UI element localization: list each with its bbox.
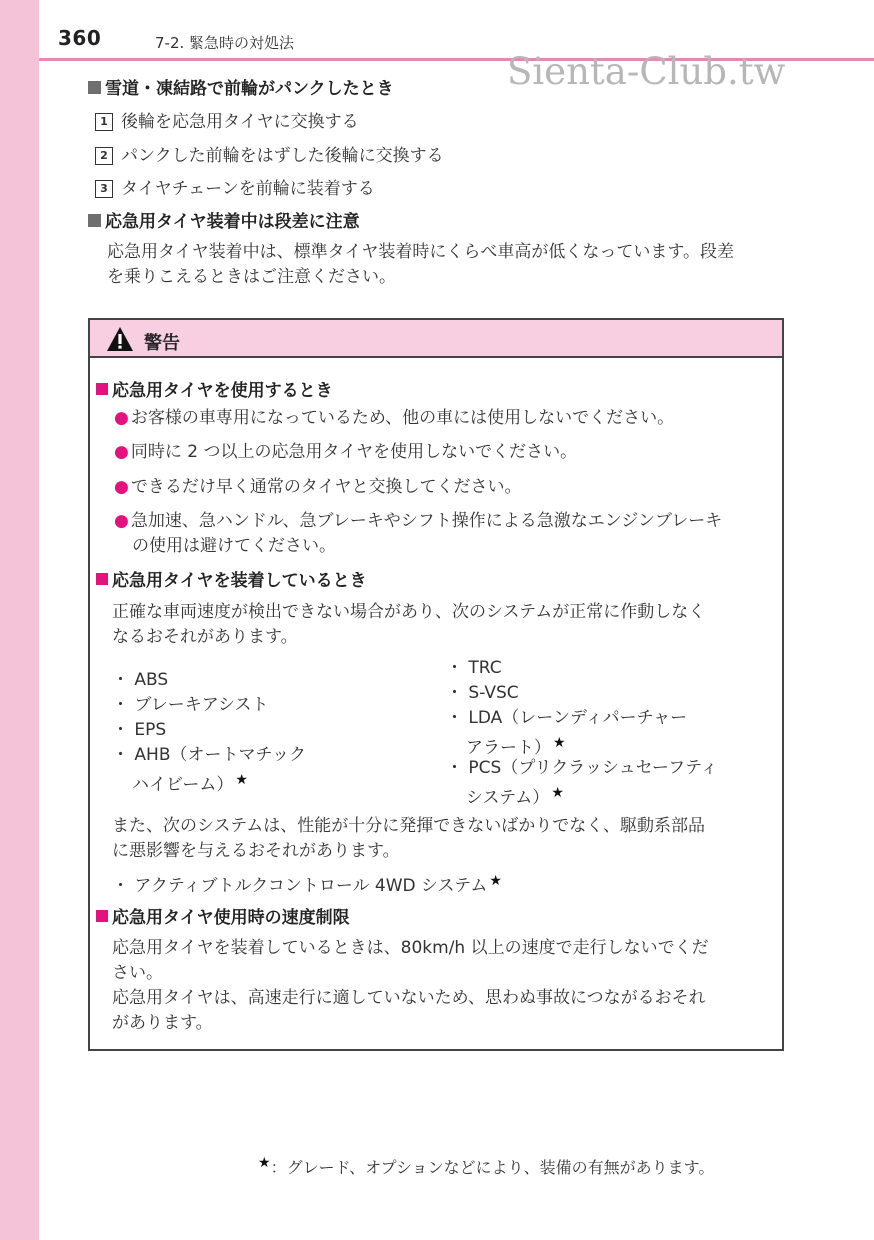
bullet-dot-icon: ●	[114, 408, 129, 428]
star-icon: ★	[551, 785, 564, 801]
step-text: パンクした前輪をはずした後輪に交換する	[121, 146, 444, 166]
list-item	[114, 475, 522, 500]
system-item-brake-assist: ・ ブレーキアシスト	[112, 695, 269, 715]
system-item-lda: ・ LDA（レーンディパーチャー	[446, 708, 688, 728]
step-item	[95, 107, 359, 132]
section-heading-step-caution	[88, 207, 360, 232]
square-bullet-icon	[96, 573, 108, 585]
star-icon: ★	[235, 772, 248, 788]
system-item-svsc: ・ S-VSC	[446, 683, 519, 703]
page-number: 360	[58, 26, 102, 50]
footnote	[256, 1155, 714, 1178]
item-text: ・ アクティブトルクコントロール 4WD システム	[112, 876, 488, 896]
list-item	[114, 509, 722, 534]
subheading-text: 応急用タイヤを使用するとき	[112, 381, 333, 401]
side-band	[0, 0, 39, 1240]
bullet-text: お客様の車専用になっているため、他の車には使用しないでください。	[130, 408, 675, 428]
square-bullet-icon	[88, 81, 101, 94]
paragraph-line: 応急用タイヤ装着中は、標準タイヤ装着時にくらべ車高が低くなっています。段差	[107, 242, 734, 262]
paragraph-line: さい。	[112, 963, 163, 983]
warning-subheading-mounted	[96, 566, 367, 591]
subheading-text: 応急用タイヤを装着しているとき	[112, 571, 367, 591]
system-item-abs: ・ ABS	[112, 670, 169, 690]
drivetrain-paragraph	[112, 814, 705, 864]
section-heading-front-puncture	[88, 74, 394, 99]
star-icon: ★	[553, 735, 566, 751]
list-item	[114, 440, 577, 465]
caution-paragraph	[107, 240, 734, 290]
paragraph-line: に悪影響を与えるおそれがあります。	[112, 841, 400, 861]
system-item-pcs-cont	[466, 781, 564, 811]
system-item-ahb: ・ AHB（オートマチック	[112, 745, 306, 765]
bullet-dot-icon: ●	[114, 477, 129, 497]
step-number: 1	[95, 113, 113, 131]
continuation-text: アラート）	[466, 738, 551, 758]
system-item-eps: ・ EPS	[112, 720, 167, 740]
paragraph-line: 正確な車両速度が検出できない場合があり、次のシステムが正常に作動しなく	[112, 602, 706, 622]
paragraph-line: があります。	[112, 1013, 213, 1033]
footnote-text: ：グレード、オプションなどにより、装備の有無があります。	[270, 1158, 715, 1177]
warning-subheading-speed-limit	[96, 903, 350, 928]
system-item-pcs: ・ PCS（プリクラッシュセーフティ	[446, 758, 718, 778]
step-item	[95, 141, 444, 166]
system-item-4wd	[112, 869, 502, 899]
system-intro-paragraph	[112, 600, 705, 650]
system-item-trc: ・ TRC	[446, 658, 502, 678]
watermark: Sienta-Club.tw	[507, 50, 786, 93]
square-bullet-icon	[96, 910, 108, 922]
step-text: タイヤチェーンを前輪に装着する	[121, 179, 375, 199]
chapter-title: 7-2. 緊急時の対処法	[155, 34, 295, 52]
warning-box	[88, 318, 784, 1051]
bullet-text: できるだけ早く通常のタイヤと交換してください。	[130, 477, 522, 497]
bullet-dot-icon: ●	[114, 511, 129, 531]
section-heading-text: 雪道・凍結路で前輪がパンクしたとき	[105, 79, 394, 99]
step-item	[95, 174, 375, 199]
bullet-text: 急加速、急ハンドル、急ブレーキやシフト操作による急激なエンジンブレーキ	[130, 511, 723, 531]
warning-subheading-usage	[96, 376, 333, 401]
bullet-continuation: の使用は避けてください。	[132, 536, 336, 556]
step-number: 2	[95, 147, 113, 165]
paragraph-line: 応急用タイヤは、高速走行に適していないため、思わぬ事故につながるおそれ	[112, 988, 706, 1008]
paragraph-line: 応急用タイヤを装着しているときは、80km/h 以上の速度で走行しないでくだ	[112, 938, 709, 958]
subheading-text: 応急用タイヤ使用時の速度制限	[112, 908, 350, 928]
list-item	[114, 406, 674, 431]
step-number: 3	[95, 180, 113, 198]
star-icon: ★	[489, 873, 502, 889]
continuation-text: システム）	[466, 788, 550, 808]
section-heading-text: 応急用タイヤ装着中は段差に注意	[105, 212, 360, 232]
paragraph-line: また、次のシステムは、性能が十分に発揮できないばかりでなく、駆動系部品	[112, 816, 705, 836]
paragraph-line: なるおそれがあります。	[112, 627, 298, 647]
square-bullet-icon	[88, 214, 101, 227]
warning-title: 警告	[144, 333, 180, 354]
bullet-dot-icon: ●	[114, 442, 129, 462]
speed-limit-paragraph	[112, 936, 709, 1036]
warning-header	[90, 320, 782, 358]
star-icon: ★	[258, 1155, 271, 1171]
paragraph-line: を乗りこえるときはご注意ください。	[107, 267, 396, 287]
step-text: 後輪を応急用タイヤに交換する	[121, 112, 359, 132]
bullet-text: 同時に 2 つ以上の応急用タイヤを使用しないでください。	[130, 442, 578, 462]
square-bullet-icon	[96, 383, 108, 395]
continuation-text: ハイビーム）	[132, 775, 234, 795]
warning-triangle-icon	[106, 326, 134, 352]
system-item-ahb-cont	[132, 768, 248, 798]
